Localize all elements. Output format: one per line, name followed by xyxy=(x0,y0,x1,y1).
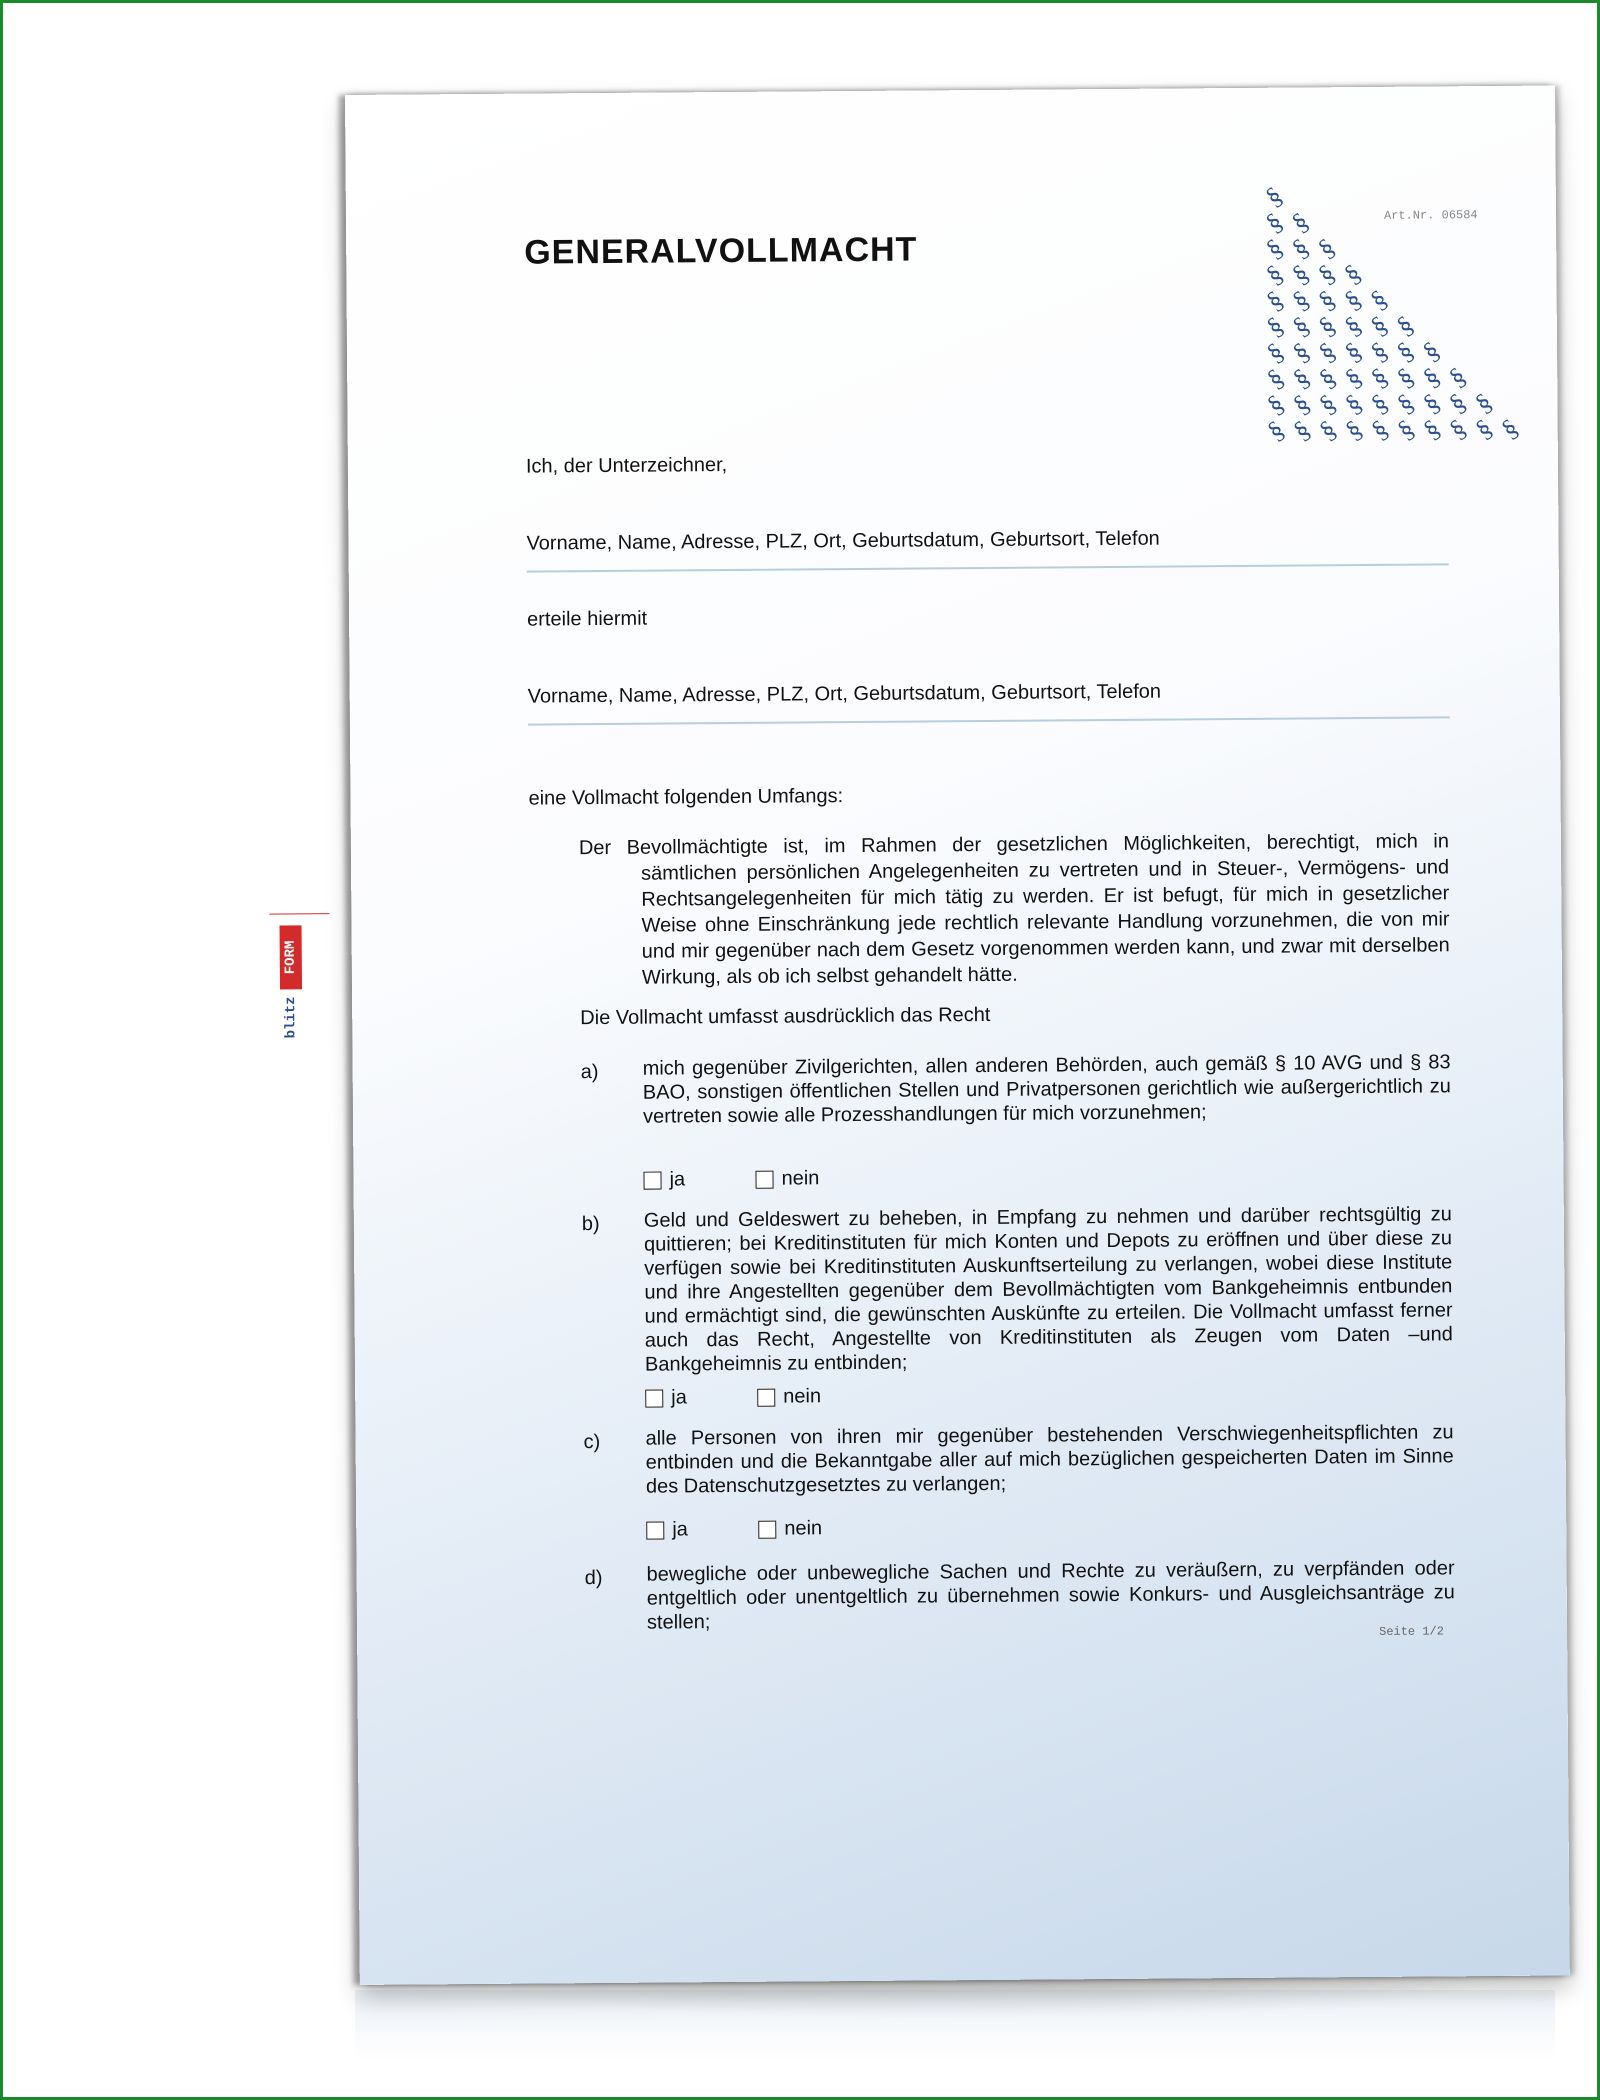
paragraph-symbol-glyph: § xyxy=(1261,362,1290,394)
paragraph-symbol-glyph: § xyxy=(1286,206,1314,238)
paragraph-symbol-glyph: § xyxy=(1262,414,1290,446)
paragraph-symbol-glyph: § xyxy=(1287,336,1315,368)
paragraph-symbol-glyph: § xyxy=(1339,310,1367,342)
logo-form-text: FORM xyxy=(282,940,299,975)
paragraph-symbol-glyph: § xyxy=(1365,387,1394,420)
principal-field-line xyxy=(527,563,1449,572)
paragraph-symbol-glyph: § xyxy=(1261,310,1289,342)
item-b-no-checkbox[interactable] xyxy=(757,1388,775,1406)
paragraph-symbol-pattern xyxy=(1260,180,1524,446)
paragraph-symbol-glyph: § xyxy=(1313,362,1342,394)
item-c-text: alle Personen von ihren mir gegenüber bestehenden Verschwiegenheitspflichten zu entbinden und die Bekanntgabe aller auf mich bezüglichen gespeicherten Daten im Sinne des Datenschutzgesetztes zu verlangen; xyxy=(645,1421,1454,1498)
paragraph-symbol-glyph: § xyxy=(1287,284,1315,316)
paragraph-symbol-glyph: § xyxy=(1418,413,1446,445)
paragraph-symbol-glyph: § xyxy=(1469,387,1498,419)
paragraph-symbol-glyph: § xyxy=(1287,310,1315,342)
paragraph-symbol-glyph: § xyxy=(1313,336,1341,368)
paragraph-symbol-glyph: § xyxy=(1339,284,1367,316)
main-paragraph: Der Bevollmächtigte ist, im Rahmen der gesetzlichen Möglichkeiten, berechtigt, mich in sämtlichen persönlichen Angelegenheiten zu vertreten und in Steuer-, Vermögens- und Rechtsangelegenheiten für mich tätig zu werden. Er ist befugt, für mich in gesetzlicher Weise ohne Einschränkung jede rechtlich relevante Handlung vorzunehmen, die von mir und mir gegenüber nach dem Gesetz vorgenommen werden kann, und zwar mit derselben Wirkung, als ob ich selbst gehandelt hätte. xyxy=(578,830,1450,989)
paragraph-symbol-glyph: § xyxy=(1365,283,1393,316)
paragraph-symbol-glyph: § xyxy=(1261,388,1290,420)
paragraph-symbol-glyph: § xyxy=(1391,309,1419,341)
paragraph-symbol-glyph: § xyxy=(1312,232,1341,264)
paragraph-symbol-glyph: § xyxy=(1496,412,1524,445)
item-c-yes-checkbox[interactable] xyxy=(646,1521,664,1539)
logo-blitz-text: blitz xyxy=(283,996,300,1039)
paragraph-symbol-glyph: § xyxy=(1470,413,1498,445)
article-number: Art.Nr. 06584 xyxy=(1383,208,1478,223)
item-a-no-checkbox[interactable] xyxy=(755,1170,773,1188)
item-a-yes-option[interactable] xyxy=(643,1168,685,1191)
paragraph-symbol-glyph: § xyxy=(1313,284,1341,316)
item-a-yes-checkbox[interactable] xyxy=(643,1171,661,1189)
paragraph-symbol-glyph: § xyxy=(1313,388,1342,420)
item-a-text: mich gegenüber Zivilgerichten, allen anderen Behörden, auch gemäß § 10 AVG und § 83 BAO, sonstigen öffentlichen Stellen und Privatpersonen gerichtlich wie außergerichtlich zu vertreten sowie alle Prozesshandlungen für mich vorzunehmen; xyxy=(642,1051,1451,1128)
paragraph-symbol-glyph: § xyxy=(1391,361,1420,393)
scope-heading: eine Vollmacht folgenden Umfangs: xyxy=(528,785,844,810)
item-b-no-option[interactable] xyxy=(757,1385,821,1409)
item-b-text: Geld und Geldeswert zu beheben, in Empfang zu nehmen und darüber rechtsgültig zu quittieren; bei Kreditinstituten für mich Konten und Depots zu eröffnen und über diese zu verfügen sowie bei Kreditinstituten Auskunftserteilung zu verlangen, wobei diese Institute und ihre Angestellten gegenüber dem Bevollmächtigten vom Bankgeheimnis entbunden und ermächtigt sind, die gewünschten Auskünfte zu erteilen. Die Vollmacht umfasst ferner auch das Recht, Angestellte von Kreditinstituten als Zeugen vom Daten –und Bankgeheimnis zu entbinden; xyxy=(643,1203,1453,1376)
item-b-yes-checkbox[interactable] xyxy=(645,1389,663,1407)
item-c-yes-option[interactable] xyxy=(646,1518,688,1541)
paragraph-symbol-glyph: § xyxy=(1338,258,1367,290)
agent-field-label: Vorname, Name, Adresse, PLZ, Ort, Geburtsdatum, Geburtsort, Telefon xyxy=(527,680,1162,708)
intro-text: Ich, der Unterzeichner, xyxy=(525,454,728,478)
paragraph-symbol-glyph: § xyxy=(1392,413,1420,445)
item-c-no-label: nein xyxy=(784,1517,823,1540)
paragraph-symbol-glyph: § xyxy=(1391,335,1419,367)
paragraph-symbol-glyph: § xyxy=(1314,414,1342,446)
item-b-no-label: nein xyxy=(783,1385,822,1408)
agent-field-line xyxy=(528,716,1450,725)
formblitz-logo xyxy=(280,925,303,1045)
paragraph-symbol-glyph: § xyxy=(1260,180,1288,212)
page-number: Seite 1/2 xyxy=(1379,1624,1444,1639)
principal-field-label: Vorname, Name, Adresse, PLZ, Ort, Geburtsdatum, Geburtsort, Telefon xyxy=(526,527,1160,555)
paragraph-symbol-glyph: § xyxy=(1391,387,1420,419)
paragraph-symbol-glyph: § xyxy=(1286,232,1315,264)
page-reflection xyxy=(355,1990,1555,2060)
item-a-no-label: nein xyxy=(781,1167,820,1190)
paragraph-symbol-glyph: § xyxy=(1365,335,1393,368)
item-b-letter: b) xyxy=(581,1213,600,1236)
item-c-letter: c) xyxy=(583,1431,601,1454)
item-a-yes-label: ja xyxy=(669,1168,686,1191)
paragraph-symbol-glyph: § xyxy=(1260,232,1289,264)
paragraph-symbol-glyph: § xyxy=(1443,361,1472,393)
paragraph-symbol-glyph: § xyxy=(1313,310,1341,342)
paragraph-symbol-glyph: § xyxy=(1339,336,1367,368)
paragraph-symbol-glyph: § xyxy=(1339,388,1368,420)
paragraph-symbol-glyph: § xyxy=(1365,309,1393,342)
paragraph-symbol-glyph: § xyxy=(1261,336,1289,368)
rights-intro: Die Vollmacht umfasst ausdrücklich das Recht xyxy=(580,1003,991,1030)
item-c-no-option[interactable] xyxy=(758,1517,822,1541)
paragraph-symbol-glyph: § xyxy=(1339,362,1368,394)
paragraph-symbol-glyph: § xyxy=(1260,258,1289,290)
item-c-yes-label: ja xyxy=(672,1518,688,1541)
paragraph-symbol-glyph: § xyxy=(1417,361,1446,393)
paragraph-symbol-glyph: § xyxy=(1261,284,1289,316)
item-a-letter: a) xyxy=(580,1061,599,1084)
paragraph-symbol-glyph: § xyxy=(1444,413,1472,445)
item-c-no-checkbox[interactable] xyxy=(758,1520,776,1538)
item-b-yes-label: ja xyxy=(671,1386,687,1409)
paragraph-symbol-glyph: § xyxy=(1288,414,1316,446)
paragraph-symbol-glyph: § xyxy=(1443,387,1472,419)
paragraph-symbol-glyph: § xyxy=(1287,362,1316,394)
paragraph-symbol-glyph: § xyxy=(1340,414,1368,446)
item-b-yes-option[interactable] xyxy=(645,1386,687,1409)
item-a-no-option[interactable] xyxy=(755,1167,819,1191)
document-page xyxy=(282,85,1570,1984)
paragraph-symbol-glyph: § xyxy=(1417,335,1445,367)
paragraph-symbol-glyph: § xyxy=(1365,361,1394,394)
document-title: GENERALVOLLMACHT xyxy=(524,230,918,272)
paragraph-symbol-glyph: § xyxy=(1312,258,1341,290)
paragraph-symbol-glyph: § xyxy=(1287,388,1316,420)
item-d-letter: d) xyxy=(584,1567,603,1590)
paragraph-symbol-glyph: § xyxy=(1366,413,1394,446)
grant-text: erteile hiermit xyxy=(527,607,648,631)
paragraph-symbol-glyph: § xyxy=(1260,206,1288,238)
paragraph-symbol-glyph: § xyxy=(1417,387,1446,419)
item-d-text: bewegliche oder unbewegliche Sachen und Rechte zu veräußern, zu verpfänden oder entgeltlich oder unentgeltlich zu übernehmen sowie Konkurs- und Ausgleichsanträge zu stellen; xyxy=(646,1557,1455,1634)
paragraph-symbol-glyph: § xyxy=(1286,258,1315,290)
